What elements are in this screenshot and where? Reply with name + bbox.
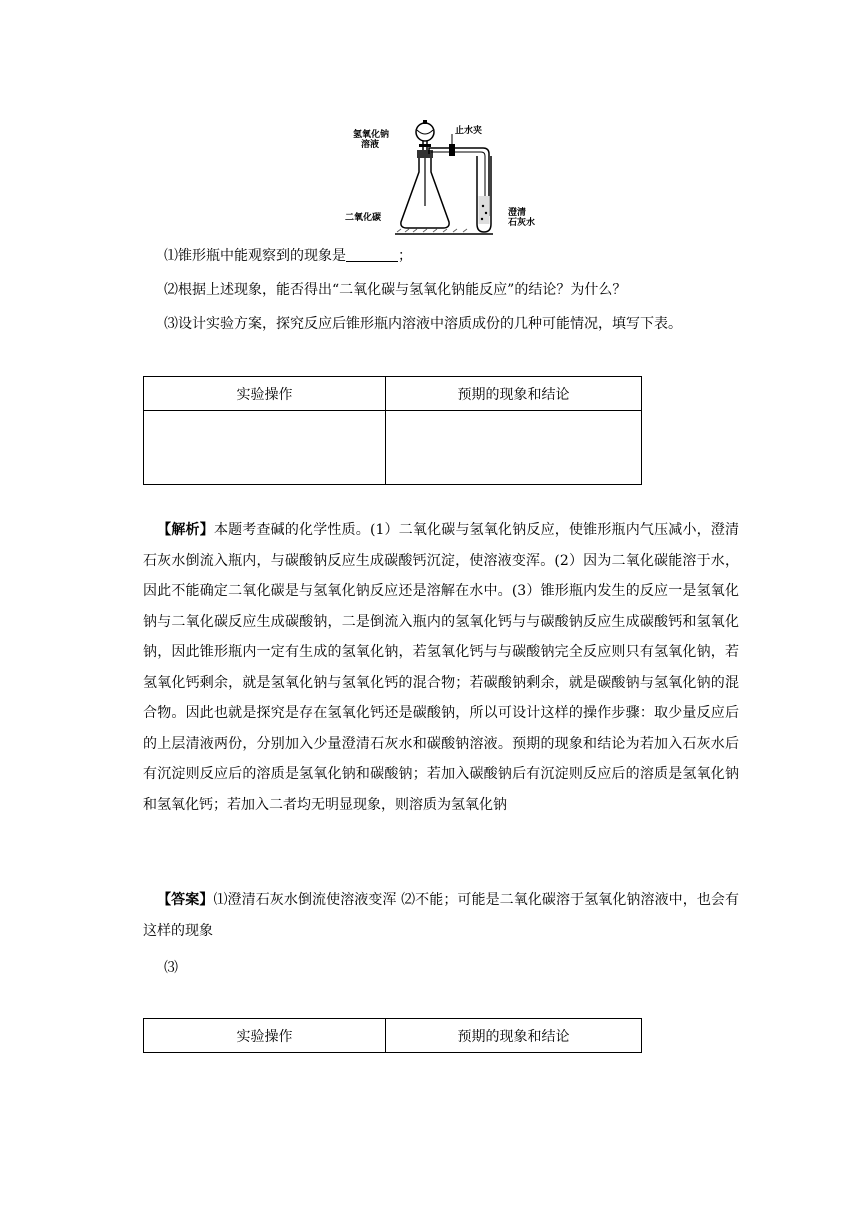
- analysis-tag: 【解析】: [157, 522, 214, 538]
- table2-header-operation: 实验操作: [144, 1019, 386, 1053]
- label-water-clamp: 止水夹: [455, 126, 483, 136]
- table1-cell-operation: [144, 411, 386, 485]
- label-naoh-solution: 氢氧化钠 溶液: [353, 130, 390, 150]
- question-2: ⑵根据上述现象，能否得出“二氧化碳与氢氧化钠能反应”的结论？为什么？: [164, 282, 627, 298]
- analysis-text: 本题考查碱的化学性质。(1）二氧化碳与氢氧化钠反应，使锥形瓶内气压减小，澄清石灰水倒流入瓶内，与碳酸钠反应生成碳酸钙沉淀，使溶液变浑。(2）因为二氧化碳能溶于水，因此不能确定二氧化碳是与氢氧化钠反应还是溶解在水中。(3）锥形瓶内发生的反应一是氢氧化钠与二氧化碳反应生成碳酸钠，二是倒流入瓶内的氢氧化钙与与碳酸钠反应生成碳酸钙和氢氧化钠，因此锥形瓶内一定有生成的氢氧化钠，若氢氧化钙与与碳酸钠完全反应则只有氢氧化钠，若氢氧化钙剩余，就是氢氧化钠与氢氧化钙的混合物；若碳酸钠剩余，就是碳酸钠与氢氧化钠的混合物。因此也就是探究是存在氢氧化钙还是碳酸钠，所以可设计这样的操作步骤：取少量反应后的上层清液两份，分别加入少量澄清石灰水和碳酸钠溶液。预期的现象和结论为若加入石灰水后有沉淀则反应后的溶质是氢氧化钠和碳酸钠；若加入碳酸钠后有沉淀则反应后的溶质是氢氧化钠和氢氧化钙；若加入二者均无明显现象，则溶质为氢氧化钠: [143, 522, 739, 813]
- answer-blank: [346, 247, 398, 262]
- question-3: ⑶设计实验方案，探究反应后锥形瓶内溶液中溶质成份的几种可能情况，填写下表。: [164, 316, 682, 332]
- table2-header-result: 预期的现象和结论: [386, 1019, 642, 1053]
- question-1: [164, 246, 412, 266]
- question-1-end: ；: [398, 248, 412, 264]
- table1-header-operation: 实验操作: [144, 377, 386, 411]
- answer-tag: 【答案】: [157, 892, 214, 908]
- answer-part-3: ⑶: [164, 960, 178, 976]
- question-1-text: ⑴锥形瓶中能观察到的现象是: [164, 248, 346, 264]
- label-limewater: 澄清 石灰水: [508, 208, 536, 228]
- experiment-table-2: [143, 1018, 642, 1053]
- label-carbon-dioxide: 二氧化碳: [345, 213, 382, 223]
- answer-text: ⑴澄清石灰水倒流使溶液变浑 ⑵不能；可能是二氧化碳溶于氢氧化钠溶液中，也会有这样的现象: [143, 892, 740, 939]
- analysis-paragraph: [143, 515, 739, 820]
- apparatus-figure: [345, 118, 536, 236]
- experiment-table-1: [143, 376, 642, 485]
- answer-paragraph: [143, 885, 739, 946]
- table1-header-result: 预期的现象和结论: [386, 377, 642, 411]
- table1-cell-result: [386, 411, 642, 485]
